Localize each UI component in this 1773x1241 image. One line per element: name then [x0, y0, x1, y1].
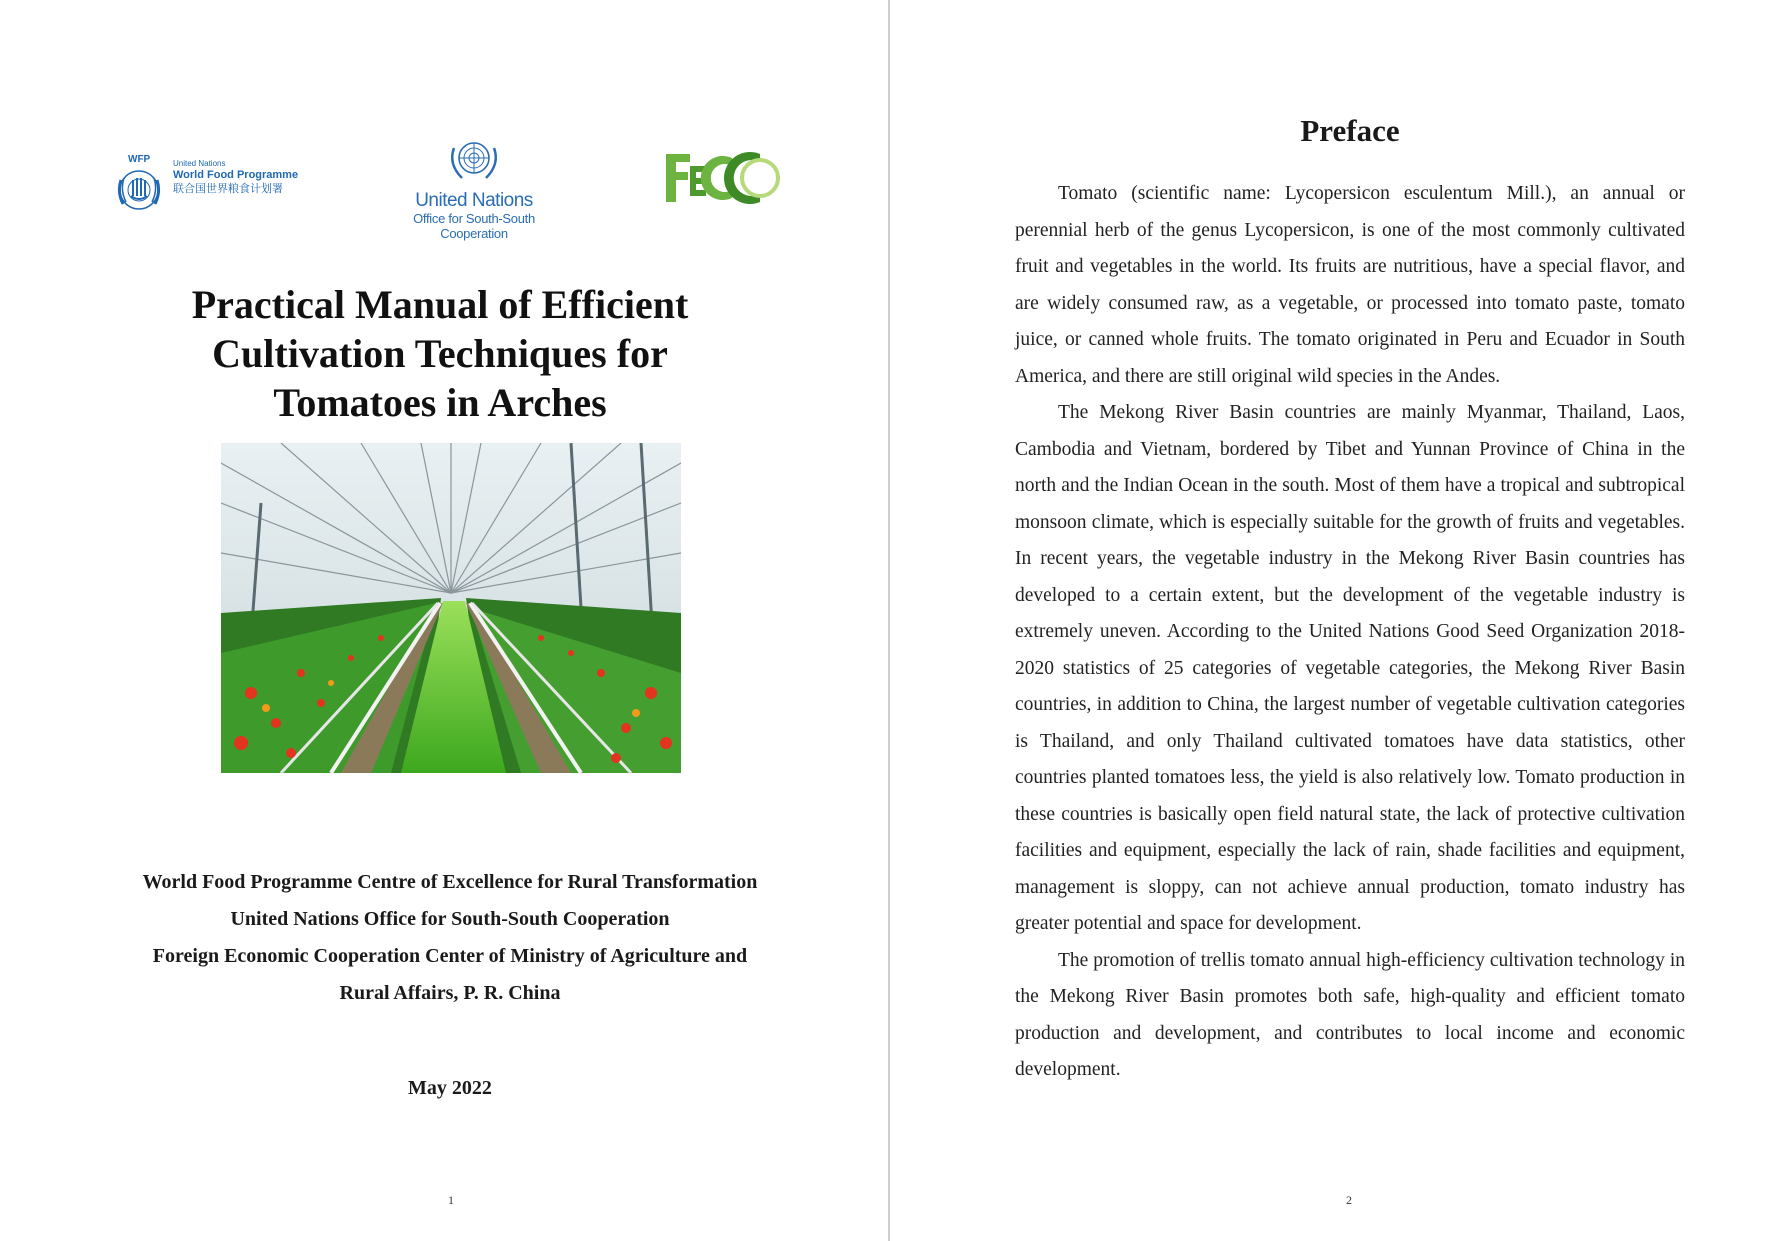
preface-paragraph-1: Tomato (scientific name: Lycopersicon esculentum Mill.), an annual or perennial herb of the genus Lycopersicon, is one of the most commonly cultivated fruit and vegetables in the world. Its fruits are nutritious, have a special flavor, and are widely consumed raw, as a vegetable, or processed into tomato paste, tomato juice, or canned whole fruits. The tomato originated in Peru and Ecuador in South America, and there are still original wild species in the Andes.: [1015, 183, 1685, 387]
un-logo-subtitle: Office for South-South Cooperation: [413, 211, 535, 241]
page-number-1: 1: [448, 1193, 454, 1207]
fecc-logo: [660, 142, 786, 210]
wfp-line-2: World Food Programme: [173, 169, 299, 181]
preface-body: [1015, 176, 1685, 1089]
organization-line-2: United Nations Office for South-South Cooperation: [230, 908, 670, 930]
organization-line-4: Rural Affairs, P. R. China: [339, 982, 561, 1004]
title-line-2: Cultivation Techniques for: [212, 331, 668, 376]
un-logo-name: United Nations: [415, 190, 533, 211]
preface-heading: Preface: [1300, 113, 1400, 148]
un-emblem-icon: [446, 134, 502, 184]
wfp-line-3: 联合国世界粮食计划署: [173, 183, 283, 195]
title-line-1: Practical Manual of Efficient: [191, 282, 689, 327]
greenhouse-cover-image: [221, 443, 681, 773]
publication-date: May 2022: [408, 1077, 492, 1099]
wfp-line-1: United Nations: [173, 159, 226, 168]
unossc-logo: [386, 134, 562, 241]
title-line-3: Tomatoes in Arches: [273, 380, 607, 425]
wfp-logo: [111, 150, 306, 214]
wfp-emblem-icon: [111, 150, 171, 214]
wfp-acronym: WFP: [128, 154, 151, 165]
organization-line-3: Foreign Economic Cooperation Center of Ministry of Agriculture and: [152, 945, 748, 967]
page-number-2: 2: [1346, 1193, 1352, 1207]
publisher-organizations: [60, 864, 840, 1012]
document-title: [90, 280, 790, 427]
page-divider: [888, 0, 890, 1241]
organization-line-1: World Food Programme Centre of Excellence for Rural Transformation: [142, 871, 758, 893]
preface-paragraph-2: The Mekong River Basin countries are mainly Myanmar, Thailand, Laos, Cambodia and Vietnam, bordered by Tibet and Yunnan Province of China in the north and the Indian Ocean in the south. Most of them have a tropical and subtropical monsoon climate, which is especially suitable for the growth of fruits and vegetables. In recent years, the vegetable industry in the Mekong River Basin countries has developed to a certain extent, but the development of the vegetable industry is extremely uneven. According to the United Nations Good Seed Organization 2018-2020 statistics of 25 categories of vegetable categories, the Mekong River Basin countries, in addition to China, the largest number of vegetable cultivation categories is Thailand, and only Thailand cultivated tomatoes have data statistics, other countries planted tomatoes less, the yield is also relatively low. Tomato production in these countries is basically open field natural state, the lack of protective cultivation facilities and equipment, especially the lack of rain, shade facilities and equipment, management is sloppy, can not achieve annual production, tomato industry has greater potential and space for development.: [1015, 402, 1685, 934]
preface-paragraph-3: The promotion of trellis tomato annual high-efficiency cultivation technology in the Mekong River Basin promotes both safe, high-quality and efficient tomato production and development, and contributes to local income and economic development.: [1015, 949, 1685, 1080]
